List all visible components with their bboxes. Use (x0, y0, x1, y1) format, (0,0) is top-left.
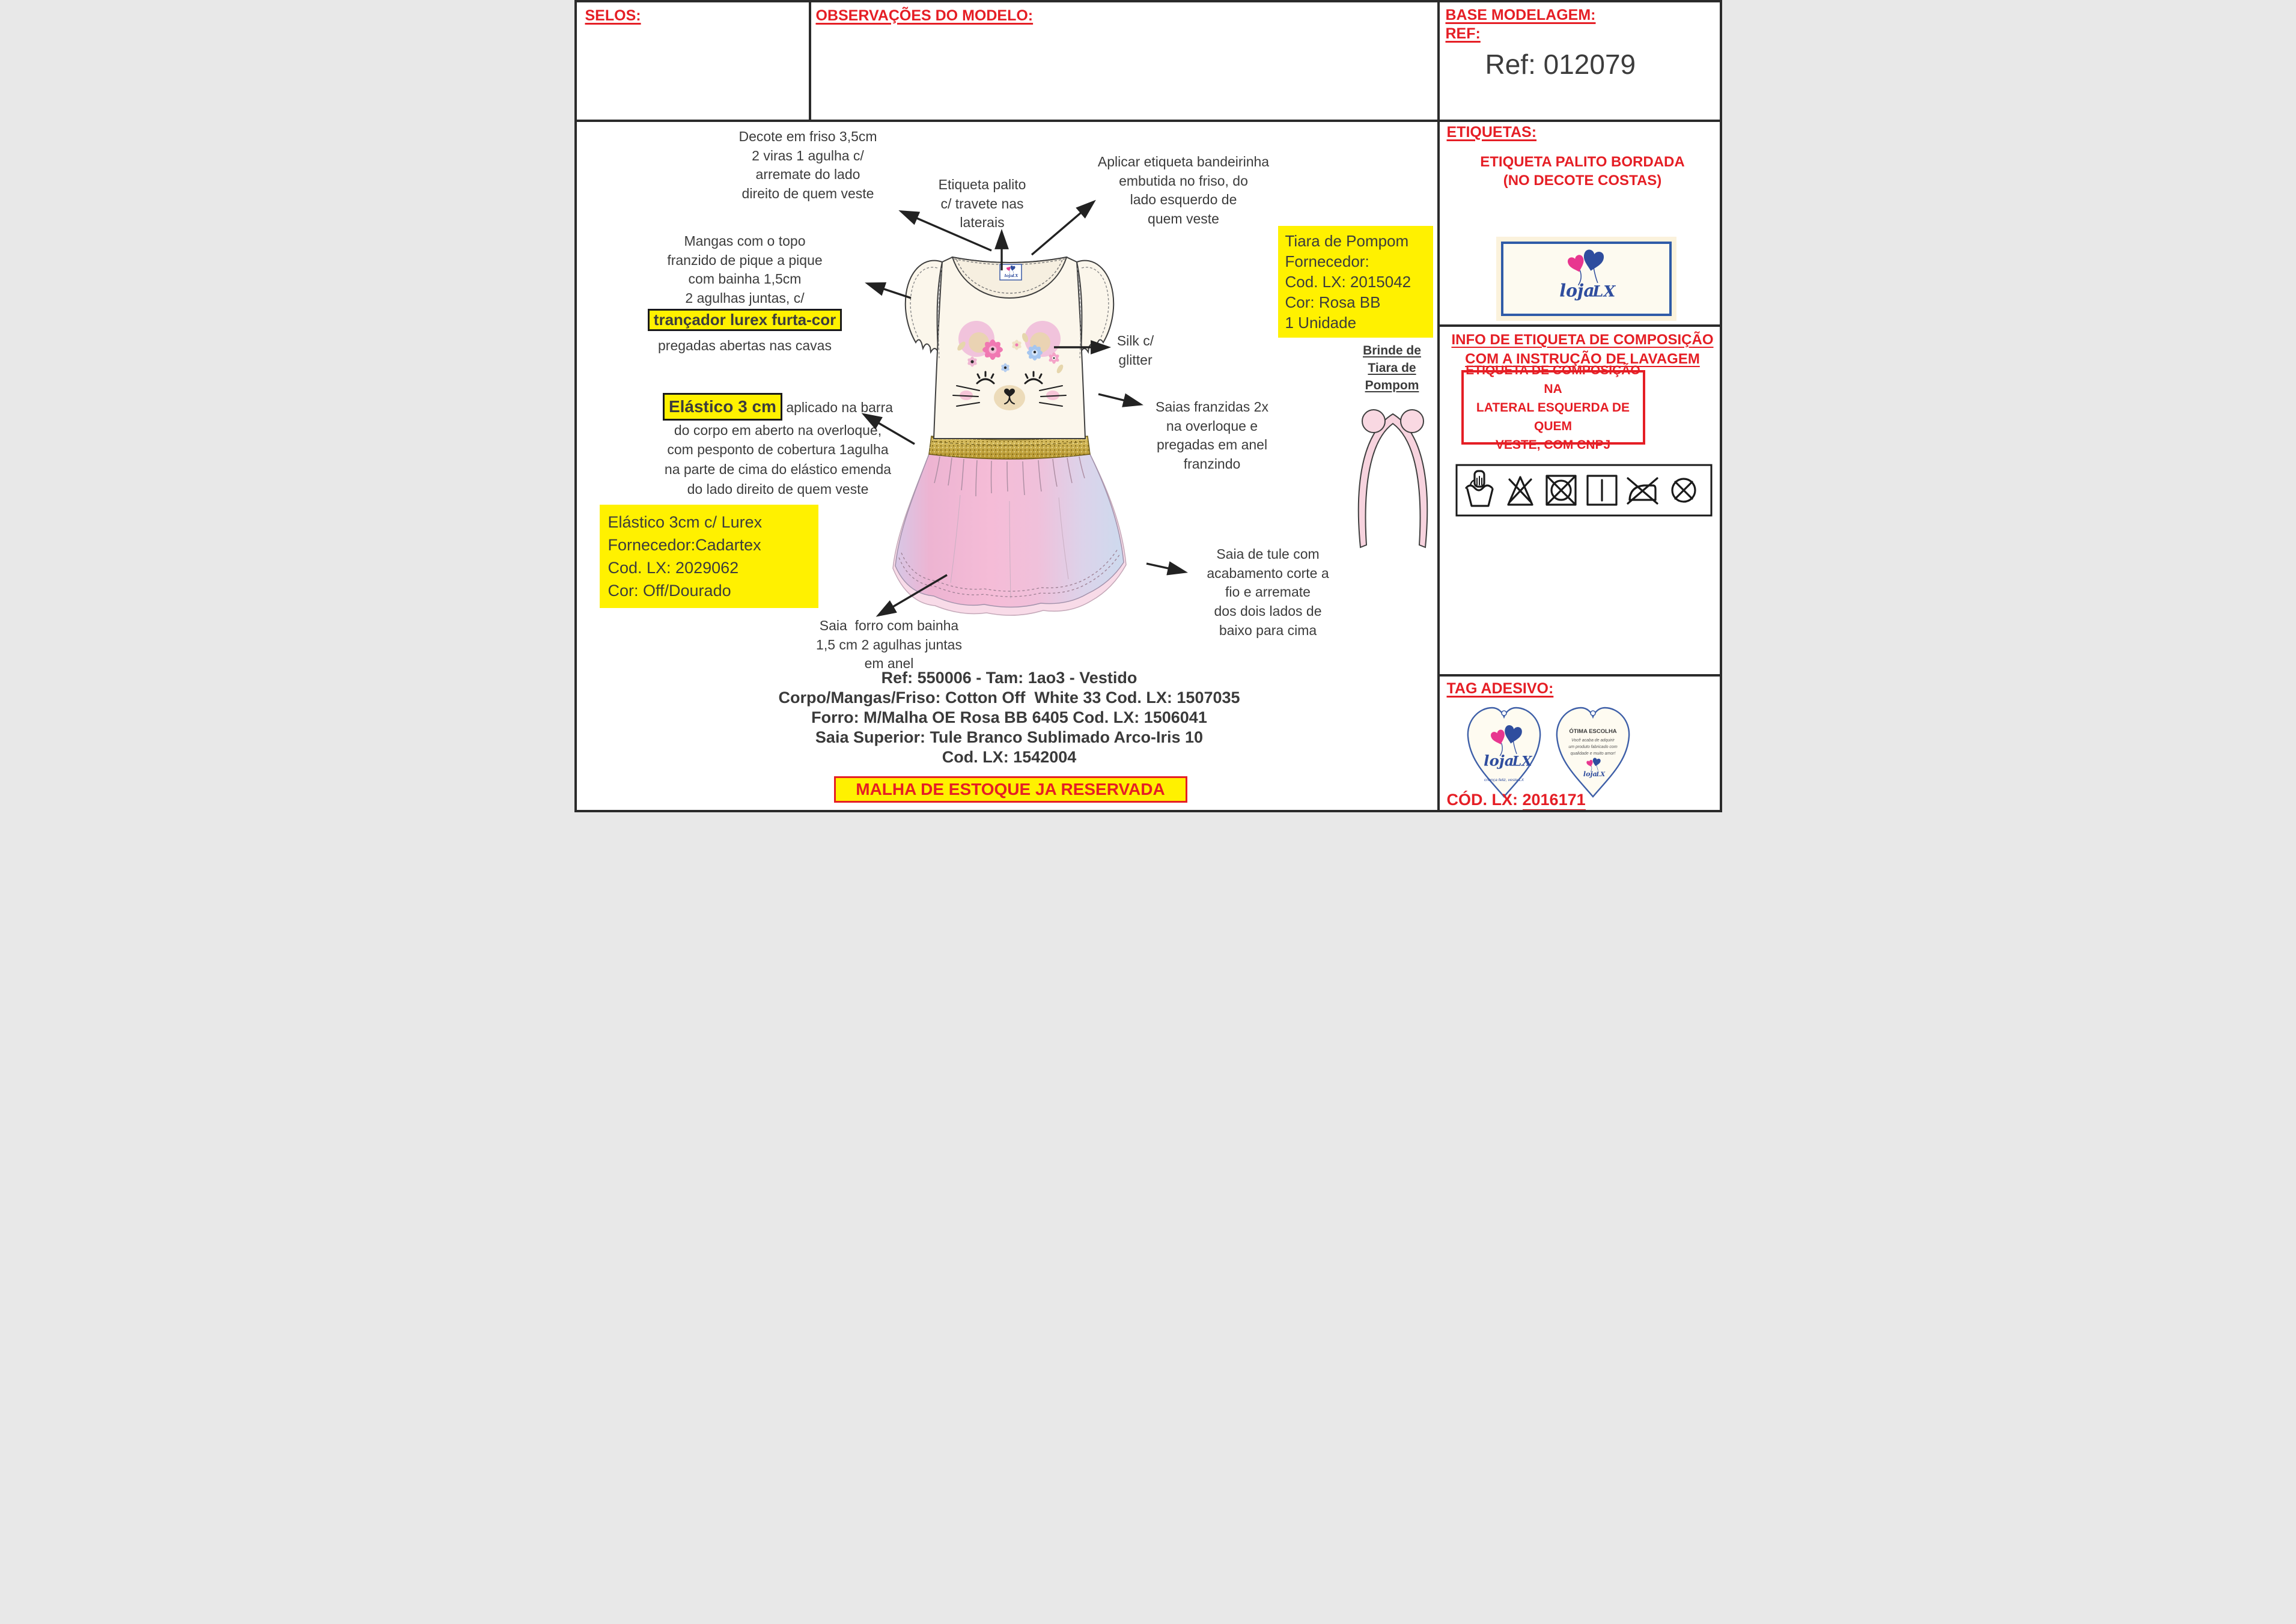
pompom-right (1401, 410, 1424, 433)
do-not-tumble-dry-icon (1547, 476, 1576, 505)
tag-back-line1: Você acaba de adquirir (1571, 738, 1615, 743)
annotation-elastico-linha1: aplicado na barra (786, 400, 894, 415)
neck-label (1000, 264, 1022, 280)
specs-block: Ref: 550006 - Tam: 1ao3 - Vestido Corpo/Mangas/Friso: Cotton Off White 33 Cod. LX: 1507035 Forro: M/Malha OE Rosa BB 6405 Cod. LX: 1506041 Saia Superior: Tule Branco Sublimado Arco-Iris 10 Cod. LX: 1542004 (778, 669, 1240, 766)
annotation-saias-franzidas: Saias franzidas 2x na overloque e pregadas em anel franzindo (1156, 399, 1268, 472)
flower-pink-large (982, 339, 1003, 360)
tag-front-tagline: criança feliz, veste LX (1484, 778, 1524, 782)
ref-value: Ref: 012079 (1485, 49, 1636, 80)
care-symbols-strip (1455, 464, 1713, 518)
annotation-saia-forro: Saia forro com bainha 1,5 cm 2 agulhas juntas em anel (816, 618, 962, 672)
arrow-saia-tule (1146, 564, 1185, 572)
annotation-silk: Silk c/ glitter (1116, 333, 1154, 368)
pompom-left (1362, 410, 1385, 433)
tag-back-line3: qualidade e muito amor! (1570, 752, 1616, 756)
sleeve-left (905, 261, 942, 352)
heart-tag-back (1551, 697, 1634, 804)
composicao-box: ETIQUETA DE COMPOSIÇÃO NA LATERAL ESQUERDA DE QUEM VESTE, COM CNPJ (1466, 363, 1640, 452)
divider-header-row (577, 120, 1720, 122)
annotation-mangas: Mangas com o topo franzido de pique a pique com bainha 1,5cm 2 agulhas juntas, c/ (667, 233, 823, 306)
tiara-pompom-drawing (1351, 396, 1435, 552)
observacoes-title: OBSERVAÇÕES DO MODELO: (815, 7, 1034, 24)
info-composicao-title: INFO DE ETIQUETA DE COMPOSIÇÃO COM A INSTRUÇÃO DE LAVAGEM (1451, 332, 1714, 367)
base-modelagem-title: BASE MODELAGEM: REF: (1445, 7, 1596, 43)
cod-lx-value: 2016171 (1523, 791, 1586, 811)
annotation-brinde: Brinde de Tiara de Pompom (1363, 344, 1421, 392)
highlight-trancador: trançador lurex furta-cor (648, 309, 842, 331)
divider-selos-observacoes (809, 2, 811, 120)
woven-label-preview (1496, 237, 1676, 321)
divider-right-panel (1437, 2, 1440, 810)
annotation-etiqueta-palito: Etiqueta palito c/ travete nas laterais (938, 177, 1026, 231)
annotation-decote: Decote em friso 3,5cm 2 viras 1 agulha c/ arremate do lado direito de quem veste (738, 129, 877, 202)
annotation-saia-tule: Saia de tule com acabamento corte a fio e arremate dos dois lados de baixo para cima (1207, 546, 1329, 638)
highlight-elastico: Elástico 3 cm (663, 393, 782, 421)
supplier-block-tiara: Tiara de Pompom Fornecedor: Cod. LX: 2015042 Cor: Rosa BB 1 Unidade (1278, 226, 1433, 338)
tag-hole (1502, 711, 1506, 716)
label-logo (1550, 249, 1622, 309)
tag-hole (1591, 711, 1595, 716)
selos-title: SELOS: (585, 7, 641, 24)
supplier-block-elastico-lurex: Elástico 3cm c/ Lurex Fornecedor:Cadartex Cod. LX: 2029062 Cor: Off/Dourado (600, 505, 818, 608)
tag-back-line2: um produto fabricado com (1568, 745, 1618, 749)
flower-blue (1026, 345, 1042, 360)
divider-info-tag (1440, 674, 1722, 677)
palito-bordada-note: ETIQUETA PALITO BORDADA (NO DECOTE COSTAS) (1480, 154, 1685, 189)
cod-lx-label: CÓD. LX: (1446, 791, 1523, 809)
spec-sheet-page (574, 0, 1722, 812)
tiara-band (1358, 414, 1427, 547)
annotation-mangas-fim: pregadas abertas nas cavas (658, 338, 832, 353)
annotation-bandeirinha: Aplicar etiqueta bandeirinha embutida no friso, do lado esquerdo de quem veste (1097, 154, 1270, 227)
dress-technical-drawing (889, 243, 1142, 633)
annotation-elastico-resto: do corpo em aberto na overloque, com pesponto de cobertura 1agulha na parte de cima do elástico emenda do lado direito de quem veste (664, 422, 892, 497)
sleeve-right (1077, 261, 1113, 352)
malha-banner: MALHA DE ESTOQUE JA RESERVADA (856, 780, 1165, 798)
tag-adesivo-title: TAG ADESIVO: (1446, 680, 1554, 697)
etiquetas-title: ETIQUETAS: (1446, 124, 1537, 141)
divider-etiquetas-info (1440, 324, 1722, 327)
heart-tag-front (1463, 697, 1545, 804)
tag-back-title: ÓTIMA ESCOLHA (1568, 728, 1617, 735)
